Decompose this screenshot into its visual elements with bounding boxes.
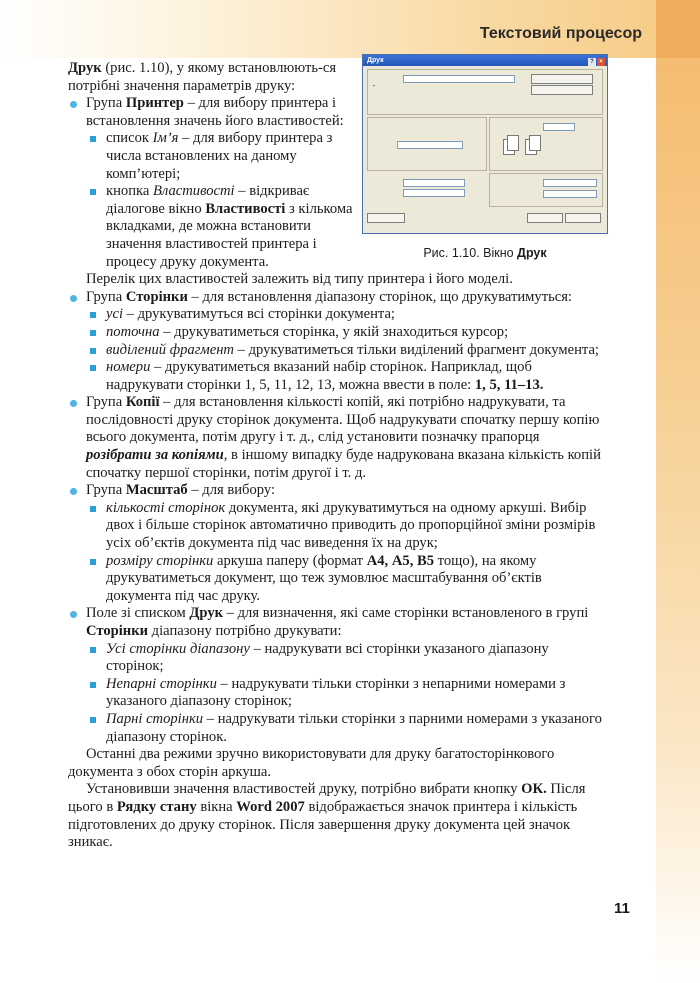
list-item-print-even: Парні сторінки – надрукувати тільки сторінки з парними номерами з указаного діапазону сторінок. bbox=[68, 711, 608, 746]
list-item-copies: Група Копії – для встановлення кількості копій, які потрібно надрукувати, та послідовності друку сторінок документа. Щоб надрукувати спочатку першу копію всього документа, потім другу і т. д., слід установити позначку прапорця розібрати за копіями, в іншому випадку буде надрукована вказана кількість копій спочатку першої сторінки, потім другої і т. д. bbox=[68, 394, 608, 482]
list-item-pages-all: усі – друкуватимуться всі сторінки документа; bbox=[68, 306, 608, 324]
close-icon: × bbox=[597, 58, 605, 66]
list-item-printer: Група Принтер – для вибору принтера і встановлення значень його властивостей: bbox=[68, 95, 608, 130]
list-item-scale-size: розміру сторінки аркуша паперу (формат А4, А5, В5 тощо), на якому друкуватиметься документ, що теж зумовлює масштабування об’єктів документа під час друку. bbox=[68, 553, 608, 606]
list-item-print-field: Поле зі списком Друк – для визначення, які саме сторінки встановленого в групі Сторінки діапазону потрібно друкувати: bbox=[68, 605, 608, 640]
header-band bbox=[0, 0, 700, 58]
list-item-scale-pages: кількості сторінок документа, які друкуватимуться на одному аркуші. Вибір двох і більше сторінок автоматично приводить до пропорційної зміни розмірів усіх об’єктів документа під час виведення їх на друк; bbox=[68, 500, 608, 553]
intro-paragraph: Друк (рис. 1.10), у якому встановлюють-ся потрібні значення параметрів друку: bbox=[68, 60, 337, 94]
dialog-title: Друк bbox=[367, 57, 384, 64]
page-content bbox=[68, 57, 608, 852]
list-item-pages-numbers: номери – друкуватиметься вказаний набір сторінок. Наприклад, щоб надрукувати сторінки 1, 5, 11, 12, 13, можна ввести в поле: 1, 5, 11–13. bbox=[68, 359, 608, 394]
print-dialog-screenshot: Друк ? × ▪ bbox=[362, 54, 608, 234]
list-item-printer-name: список Ім’я – для вибору принтера з числа встановлених на даному комп’ютері; bbox=[68, 130, 608, 183]
printer-note: Перелік цих властивостей залежить від типу принтера і його моделі. bbox=[86, 271, 513, 288]
side-stripe bbox=[656, 0, 700, 983]
figure-caption: Рис. 1.10. Вікно Друк bbox=[423, 246, 547, 260]
page-number: 11 bbox=[614, 900, 630, 917]
list-item-pages-selection: виділений фрагмент – друкуватиметься тільки виділений фрагмент документа; bbox=[68, 342, 608, 360]
list-item-pages-current: поточна – друкуватиметься сторінка, у якій знаходиться курсор; bbox=[68, 324, 608, 342]
list-item-print-all: Усі сторінки діапазону – надрукувати всі сторінки указаного діапазону сторінок; bbox=[68, 641, 608, 676]
paragraph-final: Установивши значення властивостей друку, потрібно вибрати кнопку ОК. Після цього в Рядку стану вікна Word 2007 відображається значок принтера і кількість підготовлених до друку сторінок. Після завершення друку документа цей значок зникає. bbox=[68, 781, 586, 851]
list-item-printer-properties: кнопка Властивості – відкриває діалогове вікно Властивості з кількома вкладками, де можна встановити значення властивостей принтера і процесу друку документа. bbox=[68, 183, 608, 271]
list-item-scale: Група Масштаб – для вибору: bbox=[68, 482, 608, 500]
chapter-title: Текстовий процесор bbox=[479, 25, 642, 42]
list-item-pages: Група Сторінки – для встановлення діапазону сторінок, що друкуватимуться: bbox=[68, 289, 608, 307]
list-item-print-odd: Непарні сторінки – надрукувати тільки сторінки з непарними номерами з указаного діапазону сторінок; bbox=[68, 676, 608, 711]
paragraph-duplex: Останні два режими зручно використовувати для друку багатосторінкового документа з обох сторін аркуша. bbox=[68, 746, 555, 780]
